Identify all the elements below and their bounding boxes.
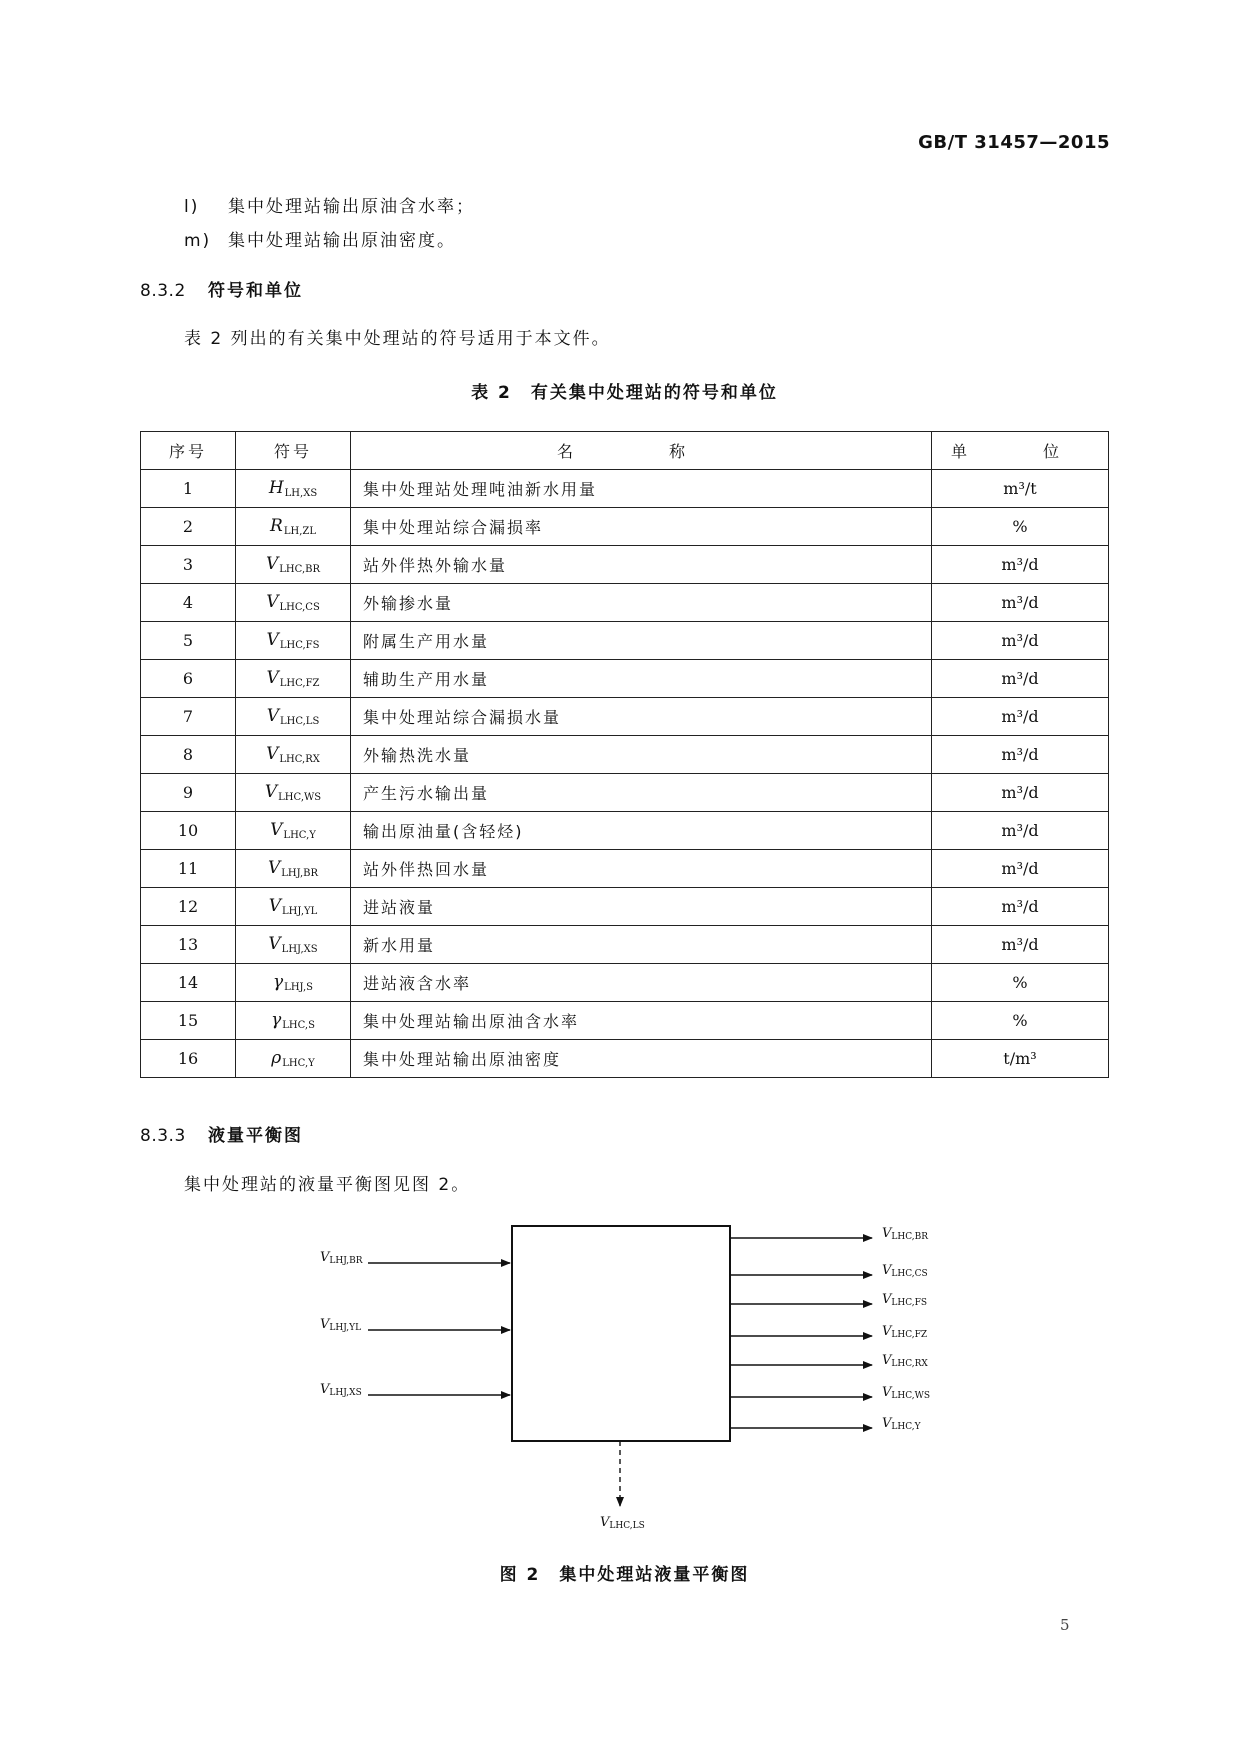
section-number: 8.3.3 bbox=[140, 1126, 186, 1146]
cell-symbol bbox=[236, 584, 351, 622]
section-number: 8.3.2 bbox=[140, 281, 186, 301]
symbol-main: V bbox=[268, 896, 282, 916]
cell-unit: t/m³ bbox=[932, 1040, 1109, 1078]
figure-caption: 图 2 集中处理站液量平衡图 bbox=[499, 1565, 750, 1585]
page-number: 5 bbox=[1060, 1616, 1070, 1634]
table-row bbox=[141, 736, 1109, 774]
symbol-main: V bbox=[266, 668, 279, 688]
symbol-main: V bbox=[266, 630, 279, 650]
section-title: 液量平衡图 bbox=[208, 1126, 303, 1146]
header-cell-no: 序号 bbox=[141, 432, 236, 470]
list-marker: m) bbox=[184, 231, 212, 251]
cell-symbol bbox=[236, 546, 351, 584]
list-marker: l) bbox=[184, 197, 200, 217]
symbol-subscript: LHJ,YL bbox=[282, 906, 318, 917]
output-label: VLHC,BR bbox=[882, 1226, 929, 1242]
paragraph: 表 2 列出的有关集中处理站的符号适用于本文件。 bbox=[184, 329, 611, 349]
table-row bbox=[141, 926, 1109, 964]
table-row bbox=[141, 964, 1109, 1002]
table-row bbox=[141, 698, 1109, 736]
cell-unit: m³/d bbox=[932, 888, 1109, 926]
cell-name: 集中处理站综合漏损水量 bbox=[351, 698, 932, 736]
symbol-main: ρ bbox=[271, 1048, 282, 1068]
symbol-main: V bbox=[266, 592, 279, 612]
cell-no: 5 bbox=[141, 622, 236, 660]
cell-unit: % bbox=[932, 508, 1109, 546]
cell-unit: m³/d bbox=[932, 546, 1109, 584]
symbol-subscript: LHJ,BR bbox=[281, 868, 319, 879]
symbol-subscript: LHJ,S bbox=[284, 982, 313, 993]
symbol-subscript: LHC,Y bbox=[282, 1058, 315, 1069]
table-row bbox=[141, 774, 1109, 812]
loss-label: VLHC,LS bbox=[600, 1515, 645, 1531]
cell-symbol bbox=[236, 888, 351, 926]
output-label: VLHC,FZ bbox=[882, 1324, 928, 1340]
list-item bbox=[184, 192, 475, 217]
table-row bbox=[141, 584, 1109, 622]
output-label: VLHC,CS bbox=[882, 1263, 928, 1279]
symbol-main: V bbox=[264, 782, 278, 802]
symbol-main: V bbox=[267, 858, 281, 878]
cell-unit: m³/t bbox=[932, 470, 1109, 508]
output-label: VLHC,RX bbox=[882, 1353, 928, 1369]
cell-no: 1 bbox=[141, 470, 236, 508]
symbol-subscript: LHC,LS bbox=[279, 716, 320, 727]
cell-symbol bbox=[236, 660, 351, 698]
cell-symbol bbox=[236, 698, 351, 736]
output-label: VLHC,WS bbox=[882, 1385, 931, 1401]
liquid-balance-diagram bbox=[300, 1210, 960, 1540]
symbol-main: γ bbox=[271, 1010, 282, 1030]
cell-no: 13 bbox=[141, 926, 236, 964]
symbol-subscript: LHC,Y bbox=[283, 830, 316, 841]
list-item bbox=[184, 226, 456, 251]
cell-name: 集中处理站综合漏损率 bbox=[351, 508, 932, 546]
cell-unit: m³/d bbox=[932, 736, 1109, 774]
table-row bbox=[141, 622, 1109, 660]
input-label: VLHJ,BR bbox=[320, 1250, 363, 1266]
cell-unit: % bbox=[932, 964, 1109, 1002]
symbol-main: V bbox=[266, 554, 279, 574]
cell-unit: % bbox=[932, 1002, 1109, 1040]
cell-symbol bbox=[236, 736, 351, 774]
symbol-subscript: LHC,FZ bbox=[279, 678, 320, 689]
symbol-main: γ bbox=[273, 972, 284, 992]
header-cell-symbol: 符号 bbox=[236, 432, 351, 470]
symbol-subscript: LH,ZL bbox=[283, 526, 316, 537]
cell-symbol bbox=[236, 470, 351, 508]
cell-unit: m³/d bbox=[932, 774, 1109, 812]
cell-name: 集中处理站输出原油含水率 bbox=[351, 1002, 932, 1040]
cell-symbol bbox=[236, 1040, 351, 1078]
cell-no: 4 bbox=[141, 584, 236, 622]
cell-name: 外输热洗水量 bbox=[351, 736, 932, 774]
cell-unit: m³/d bbox=[932, 926, 1109, 964]
cell-no: 3 bbox=[141, 546, 236, 584]
symbol-subscript: LHJ,XS bbox=[281, 944, 318, 955]
list-text: 集中处理站输出原油密度。 bbox=[228, 231, 456, 251]
symbol-main: V bbox=[270, 820, 283, 840]
cell-name: 集中处理站处理吨油新水用量 bbox=[351, 470, 932, 508]
cell-name: 辅助生产用水量 bbox=[351, 660, 932, 698]
table-row bbox=[141, 508, 1109, 546]
header-cell-unit: 单 位 bbox=[932, 432, 1109, 470]
cell-no: 8 bbox=[141, 736, 236, 774]
table-row bbox=[141, 812, 1109, 850]
symbol-main: V bbox=[268, 934, 281, 954]
symbol-subscript: LH,XS bbox=[284, 488, 318, 499]
cell-symbol bbox=[236, 508, 351, 546]
cell-symbol bbox=[236, 964, 351, 1002]
symbol-subscript: LHC,FS bbox=[279, 640, 320, 651]
paragraph: 集中处理站的液量平衡图见图 2。 bbox=[184, 1175, 471, 1195]
cell-no: 14 bbox=[141, 964, 236, 1002]
symbol-main: V bbox=[266, 706, 279, 726]
cell-name: 集中处理站输出原油密度 bbox=[351, 1040, 932, 1078]
cell-no: 12 bbox=[141, 888, 236, 926]
output-label: VLHC,Y bbox=[882, 1416, 921, 1432]
table-row bbox=[141, 1040, 1109, 1078]
cell-no: 15 bbox=[141, 1002, 236, 1040]
cell-name: 进站液量 bbox=[351, 888, 932, 926]
table-row bbox=[141, 888, 1109, 926]
cell-symbol bbox=[236, 774, 351, 812]
table-row bbox=[141, 1002, 1109, 1040]
cell-name: 产生污水输出量 bbox=[351, 774, 932, 812]
cell-name: 外输掺水量 bbox=[351, 584, 932, 622]
station-box bbox=[512, 1226, 730, 1441]
cell-no: 2 bbox=[141, 508, 236, 546]
cell-name: 站外伴热回水量 bbox=[351, 850, 932, 888]
cell-unit: m³/d bbox=[932, 850, 1109, 888]
table-row bbox=[141, 850, 1109, 888]
cell-no: 9 bbox=[141, 774, 236, 812]
symbols-table bbox=[140, 431, 1109, 1078]
header-cell-name: 名 称 bbox=[351, 432, 932, 470]
symbol-main: V bbox=[266, 744, 279, 764]
cell-no: 10 bbox=[141, 812, 236, 850]
cell-symbol bbox=[236, 926, 351, 964]
cell-no: 16 bbox=[141, 1040, 236, 1078]
symbol-subscript: LHC,S bbox=[282, 1020, 315, 1031]
cell-symbol bbox=[236, 1002, 351, 1040]
section-heading bbox=[140, 1121, 303, 1146]
cell-unit: m³/d bbox=[932, 584, 1109, 622]
list-text: 集中处理站输出原油含水率； bbox=[228, 197, 475, 217]
symbol-subscript: LHC,RX bbox=[279, 754, 320, 765]
cell-name: 站外伴热外输水量 bbox=[351, 546, 932, 584]
input-label: VLHJ,YL bbox=[320, 1317, 362, 1333]
table-row bbox=[141, 660, 1109, 698]
cell-unit: m³/d bbox=[932, 812, 1109, 850]
section-heading bbox=[140, 276, 303, 301]
symbol-main: H bbox=[268, 478, 284, 498]
input-label: VLHJ,XS bbox=[320, 1382, 362, 1398]
symbol-subscript: LHC,CS bbox=[279, 602, 320, 613]
symbol-subscript: LHC,BR bbox=[279, 564, 320, 575]
output-label: VLHC,FS bbox=[882, 1292, 928, 1308]
cell-name: 进站液含水率 bbox=[351, 964, 932, 1002]
symbol-main: R bbox=[270, 516, 283, 536]
table-row bbox=[141, 470, 1109, 508]
table-caption: 表 2 有关集中处理站的符号和单位 bbox=[471, 383, 778, 403]
cell-name: 附属生产用水量 bbox=[351, 622, 932, 660]
cell-no: 7 bbox=[141, 698, 236, 736]
cell-symbol bbox=[236, 622, 351, 660]
cell-unit: m³/d bbox=[932, 698, 1109, 736]
cell-unit: m³/d bbox=[932, 660, 1109, 698]
cell-name: 输出原油量(含轻烃) bbox=[351, 812, 932, 850]
table-row bbox=[141, 546, 1109, 584]
cell-symbol bbox=[236, 850, 351, 888]
cell-symbol bbox=[236, 812, 351, 850]
cell-unit: m³/d bbox=[932, 622, 1109, 660]
cell-no: 11 bbox=[141, 850, 236, 888]
section-title: 符号和单位 bbox=[208, 281, 303, 301]
table-header-row bbox=[141, 432, 1109, 470]
cell-name: 新水用量 bbox=[351, 926, 932, 964]
cell-no: 6 bbox=[141, 660, 236, 698]
standard-number: GB/T 31457—2015 bbox=[918, 132, 1110, 153]
symbol-subscript: LHC,WS bbox=[278, 792, 322, 803]
